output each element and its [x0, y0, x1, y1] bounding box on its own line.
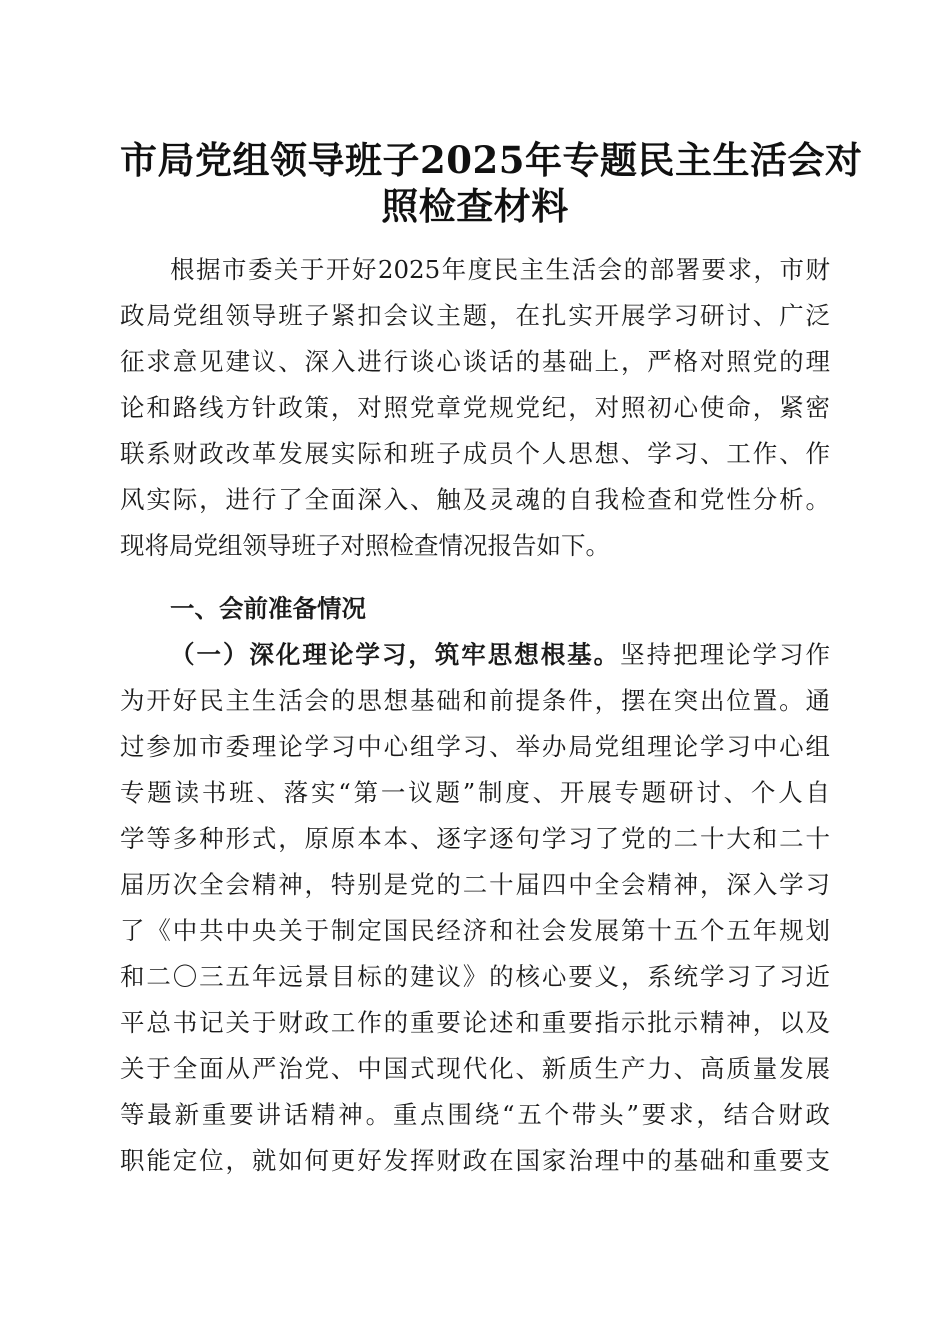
intro-line: 征求意见建议、深入进行谈心谈话的基础上，严格对照党的理	[120, 347, 830, 376]
section-heading: 一、会前准备情况	[170, 594, 366, 623]
intro-line: 联系财政改革发展实际和班子成员个人思想、学习、工作、作	[120, 439, 830, 468]
body-line: 专题读书班、落实“第一议题”制度、开展专题研讨、个人自	[120, 778, 830, 807]
body-line: 为开好民主生活会的思想基础和前提条件，摆在突出位置。通	[120, 686, 830, 715]
body-line: 过参加市委理论学习中心组学习、举办局党组理论学习中心组	[120, 732, 830, 761]
body-line: 届历次全会精神，特别是党的二十届四中全会精神，深入学习	[120, 870, 830, 899]
body-line: 关于全面从严治党、中国式现代化、新质生产力、高质量发展	[120, 1054, 830, 1083]
document-title-line-1: 市局党组领导班子2025年专题民主生活会对	[120, 138, 863, 182]
intro-line: 政局党组领导班子紧扣会议主题，在扎实开展学习研讨、广泛	[120, 301, 830, 330]
subsection-first-line-text: 坚持把理论学习作	[620, 640, 831, 669]
document-title-line-2: 照检查材料	[381, 184, 569, 228]
body-line: 学等多种形式，原原本本、逐字逐句学习了党的二十大和二十	[120, 824, 830, 853]
subsection-heading: （一）深化理论学习，筑牢思想根基。	[170, 640, 621, 669]
intro-line: 风实际，进行了全面深入、触及灵魂的自我检查和党性分析。	[120, 485, 830, 514]
body-line: 平总书记关于财政工作的重要论述和重要指示批示精神，以及	[120, 1008, 830, 1037]
body-line: 职能定位，就如何更好发挥财政在国家治理中的基础和重要支	[120, 1146, 830, 1175]
body-line: 了《中共中央关于制定国民经济和社会发展第十五个五年规划	[120, 916, 830, 945]
body-line: 和二〇三五年远景目标的建议》的核心要义，系统学习了习近	[120, 962, 830, 991]
body-line: 等最新重要讲话精神。重点围绕“五个带头”要求，结合财政	[120, 1100, 830, 1129]
intro-line: 论和路线方针政策，对照党章党规党纪，对照初心使命，紧密	[120, 393, 830, 422]
intro-line: 根据市委关于开好2025年度民主生活会的部署要求，市财	[170, 255, 830, 284]
subsection-first-line	[170, 632, 830, 677]
intro-line: 现将局党组领导班子对照检查情况报告如下。	[120, 531, 610, 560]
